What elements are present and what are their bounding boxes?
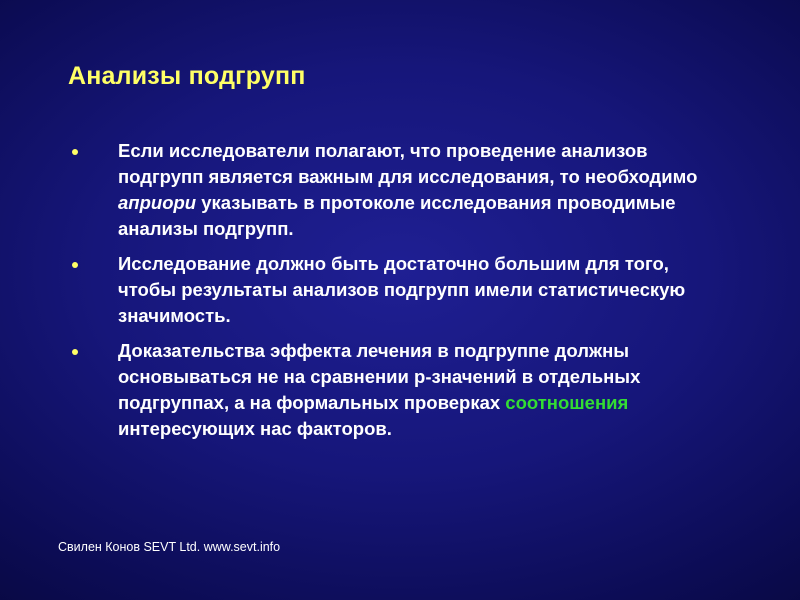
bullet-marker-icon: [72, 149, 78, 155]
bullet-3-text-end: интересующих нас факторов.: [118, 418, 392, 439]
footer-credit: Свилен Конов SEVT Ltd. www.sevt.info: [58, 540, 281, 554]
slide-title: Анализы подгрупп: [68, 62, 306, 90]
bullet-marker-icon: [72, 349, 78, 355]
bullet-3-highlight: соотношения: [505, 392, 629, 413]
bullet-item-2: [70, 251, 730, 329]
bullet-item-3: [70, 338, 730, 442]
bullet-1-text-start: Если исследователи полагают, что проведение анализов подгрупп является важным для исследования, то необходимо: [118, 140, 698, 187]
bullet-item-1: [70, 138, 730, 242]
bullet-1-text-end: указывать в протоколе исследования проводимые анализы подгрупп.: [118, 192, 676, 239]
bullet-marker-icon: [72, 262, 78, 268]
bullet-3-text-start: Доказательства эффекта лечения в подгруппе должны основываться не на сравнении р-значений в отдельных подгруппах, а на формальных проверках: [118, 340, 641, 413]
bullet-list: [70, 138, 730, 451]
bullet-1-emphasis: априори: [118, 192, 197, 213]
bullet-2-text: Исследование должно быть достаточно большим для того, чтобы результаты анализов подгрупп имели статистическую значимость.: [118, 253, 686, 326]
